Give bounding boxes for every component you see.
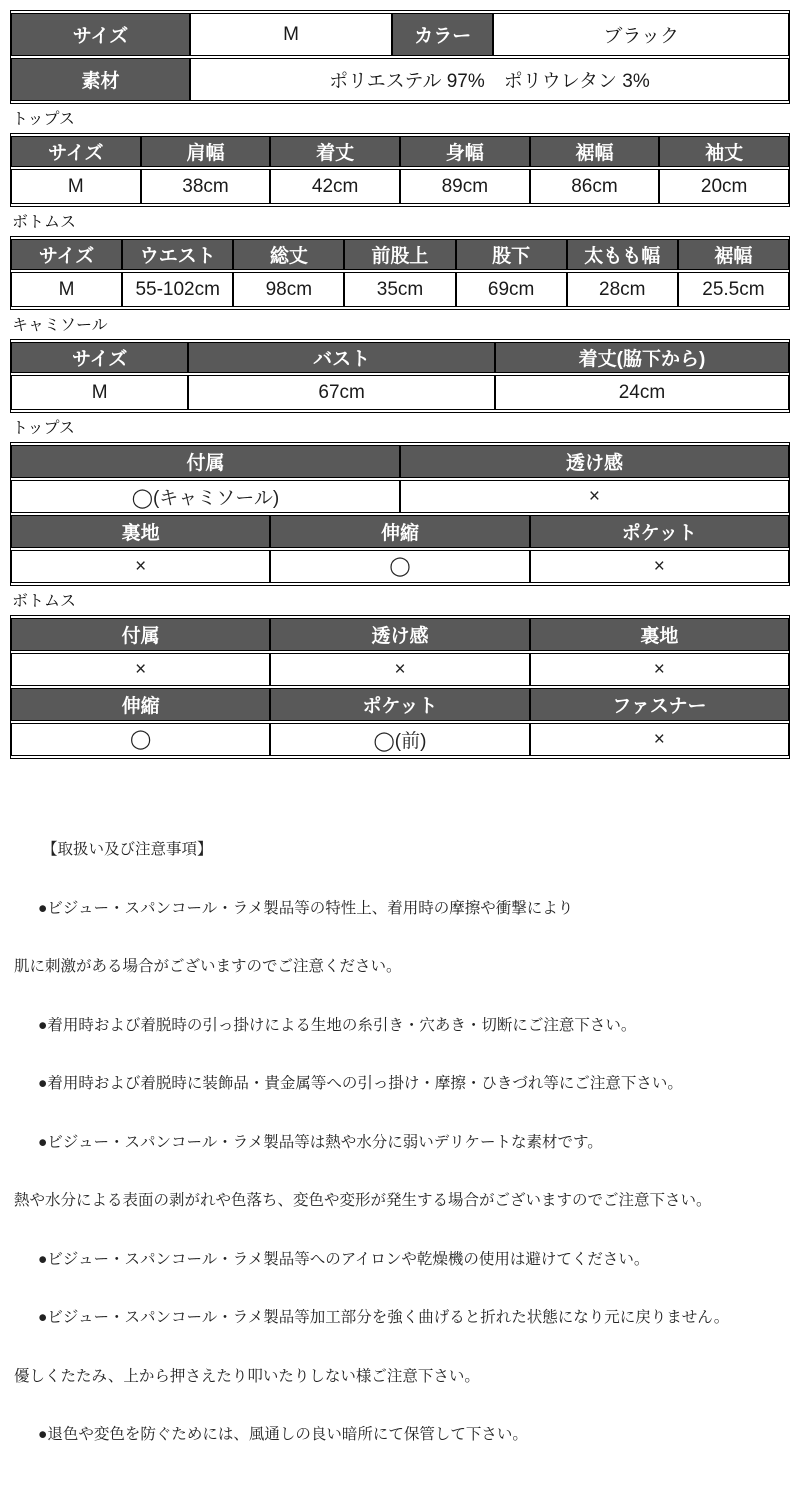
camisole-size-header-row: [11, 342, 789, 373]
value-cell: 98cm: [233, 272, 344, 307]
header-cell: 透け感: [270, 618, 529, 651]
color-header-cell: カラー: [392, 13, 493, 56]
handling-notes: [10, 801, 790, 1484]
camisole-size-value-row: [11, 375, 789, 410]
tops-detail-header-row-2: [11, 515, 789, 548]
notes-line: ●ビジュー・スパンコール・ラメ製品等加工部分を強く曲げると折れた状態になり元に戻りません。: [38, 1309, 730, 1326]
value-cell: ×: [400, 480, 789, 513]
color-value-cell: ブラック: [493, 13, 789, 56]
notes-line: ●着用時および着脱時の引っ掛けによる生地の糸引き・穴あき・切断にご注意下さい。: [38, 1016, 637, 1034]
bottoms-size-value-row: [11, 272, 789, 307]
section-label-camisole-size: キャミソール: [12, 317, 108, 334]
value-cell: 67cm: [188, 375, 495, 410]
header-cell: 着丈(脇下から): [495, 342, 789, 373]
value-cell: M: [11, 169, 141, 204]
header-cell: 裾幅: [530, 136, 660, 167]
value-cell: 42cm: [270, 169, 400, 204]
section-label-bottoms-detail: ボトムス: [12, 593, 77, 610]
tops-detail-table: [10, 442, 790, 586]
bottoms-detail-value-row-2: [11, 723, 789, 756]
bottoms-detail-table: [10, 615, 790, 759]
notes-line: 肌に刺激がある場合がございますのでご注意ください。: [14, 958, 402, 975]
value-cell: ◯(キャミソール): [11, 480, 400, 513]
material-header-cell: 素材: [11, 58, 190, 101]
value-cell: 55-102cm: [122, 272, 233, 307]
value-cell: 24cm: [495, 375, 789, 410]
header-cell: 透け感: [400, 445, 789, 478]
value-cell: ×: [530, 723, 789, 756]
bottoms-detail-header-row-2: [11, 688, 789, 721]
value-cell: 25.5cm: [678, 272, 789, 307]
value-cell: ×: [11, 653, 270, 686]
bottoms-detail-value-row-1: [11, 653, 789, 686]
notes-heading: 【取扱い及び注意事項】: [42, 841, 213, 858]
notes-line: ●着用時および着脱時に装飾品・貴金属等への引っ掛け・摩擦・ひきづれ等にご注意下さい。: [38, 1075, 683, 1092]
header-cell: 総丈: [233, 239, 344, 270]
value-cell: ◯: [270, 550, 529, 583]
tops-size-header-row: [11, 136, 789, 167]
value-cell: 38cm: [141, 169, 271, 204]
value-cell: M: [11, 272, 122, 307]
header-cell: 付属: [11, 445, 400, 478]
header-cell: ポケット: [530, 515, 789, 548]
value-cell: M: [11, 375, 188, 410]
tops-detail-value-row-1: [11, 480, 789, 513]
size-value-cell: M: [190, 13, 392, 56]
size-header-cell: サイズ: [11, 13, 190, 56]
value-cell: ◯: [11, 723, 270, 756]
value-cell: 86cm: [530, 169, 660, 204]
header-cell: バスト: [188, 342, 495, 373]
tops-size-value-row: [11, 169, 789, 204]
header-cell: ポケット: [270, 688, 529, 721]
header-cell: 股下: [456, 239, 567, 270]
value-cell: ×: [270, 653, 529, 686]
header-cell: 伸縮: [270, 515, 529, 548]
value-cell: ×: [11, 550, 270, 583]
header-cell: サイズ: [11, 239, 122, 270]
header-cell: 着丈: [270, 136, 400, 167]
header-cell: 肩幅: [141, 136, 271, 167]
camisole-size-table: [10, 339, 790, 413]
header-cell: ウエスト: [122, 239, 233, 270]
notes-line: 優しくたたみ、上から押さえたり叩いたりしない様ご注意下さい。: [14, 1367, 480, 1385]
header-cell: サイズ: [11, 136, 141, 167]
value-cell: ×: [530, 550, 789, 583]
summary-row-size-color: [11, 13, 789, 56]
value-cell: ×: [530, 653, 789, 686]
header-cell: 太もも幅: [567, 239, 678, 270]
header-cell: 伸縮: [11, 688, 270, 721]
value-cell: 35cm: [344, 272, 455, 307]
summary-row-material: [11, 58, 789, 101]
header-cell: サイズ: [11, 342, 188, 373]
notes-line: ●ビジュー・スパンコール・ラメ製品等へのアイロンや乾燥機の使用は避けてください。: [38, 1250, 650, 1268]
notes-line: ●ビジュー・スパンコール・ラメ製品等の特性上、着用時の摩擦や衝撃により: [38, 899, 574, 917]
header-cell: 身幅: [400, 136, 530, 167]
section-label-bottoms-size: ボトムス: [12, 214, 77, 231]
value-cell: 20cm: [659, 169, 789, 204]
value-cell: 28cm: [567, 272, 678, 307]
header-cell: 裏地: [530, 618, 789, 651]
bottoms-size-header-row: [11, 239, 789, 270]
header-cell: 裾幅: [678, 239, 789, 270]
tops-size-table: [10, 133, 790, 207]
notes-line: ●退色や変色を防ぐためには、風通しの良い暗所にて保管して下さい。: [38, 1426, 528, 1443]
header-cell: ファスナー: [530, 688, 789, 721]
value-cell: ◯(前): [270, 723, 529, 756]
summary-table: [10, 10, 790, 104]
notes-line: 熱や水分による表面の剥がれや色落ち、変色や変形が発生する場合がございますのでご注意下さい。: [14, 1192, 712, 1209]
header-cell: 裏地: [11, 515, 270, 548]
material-value-cell: ポリエステル 97% ポリウレタン 3%: [190, 58, 789, 101]
header-cell: 袖丈: [659, 136, 789, 167]
value-cell: 89cm: [400, 169, 530, 204]
value-cell: 69cm: [456, 272, 567, 307]
bottoms-detail-header-row-1: [11, 618, 789, 651]
bottoms-size-table: [10, 236, 790, 310]
tops-detail-header-row-1: [11, 445, 789, 478]
header-cell: 付属: [11, 618, 270, 651]
header-cell: 前股上: [344, 239, 455, 270]
notes-line: ●ビジュー・スパンコール・ラメ製品等は熱や水分に弱いデリケートな素材です。: [38, 1133, 603, 1151]
tops-detail-value-row-2: [11, 550, 789, 583]
section-label-tops-detail: トップス: [12, 420, 75, 437]
section-label-tops-size: トップス: [12, 111, 75, 128]
